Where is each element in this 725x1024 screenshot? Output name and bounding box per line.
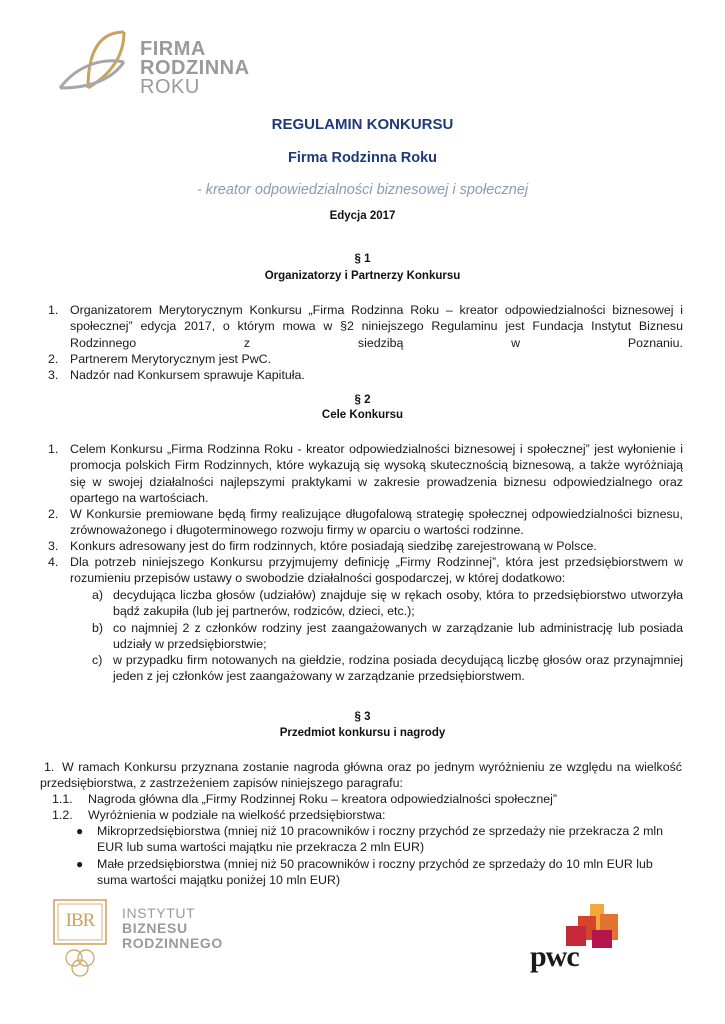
list-item-text: Konkurs adresowany jest do firm rodzinnych, które posiadają siedzibę zarejestrowaną w Polsce.	[70, 539, 597, 553]
sublist-item-letter: a)	[92, 588, 104, 602]
list-item-text: Dla potrzeb niniejszego Konkursu przyjmujemy definicję „Firmy Rodzinnej”, która jest przedsiębiorstwem w rozumieniu przepisów ustawy o swobodzie działalności gospodarczej, w której dodatkowo:	[70, 555, 683, 586]
contest-name: Firma Rodzinna Roku	[287, 150, 438, 166]
instytut-biznesu-rodzinnego-logo	[52, 898, 252, 978]
sublist-item-text: w przypadku firm notowanych na giełdzie, rodzina posiada decydującą liczbę głosów oraz przynajmniej jeden z jej członków jest zaangażowany w zarządzanie przedsiębiorstwem.	[113, 653, 683, 684]
section-1-number: § 1	[354, 253, 371, 265]
sublist-item-letter: b)	[92, 621, 104, 635]
bullet-icon: ●	[76, 824, 84, 838]
document-title: REGULAMIN KONKURSU	[271, 116, 454, 133]
list-item-number: 2.	[48, 352, 59, 366]
list-item-number: 1.	[44, 760, 55, 774]
list-item-text: Nadzór nad Konkursem sprawuje Kapituła.	[70, 368, 305, 382]
logo-line-roku: ROKU	[140, 76, 200, 98]
pwc-logo	[528, 904, 628, 976]
bullet-item-text: Mikroprzedsiębiorstwa (mniej niż 10 pracowników i roczny przychód ze sprzedaży nie przekracza 2 mln EUR lub suma wartości majątku nie przekracza 2 mln EUR)	[97, 824, 664, 855]
sublist-item-text: decydująca liczba głosów (udziałów) znajduje się w rękach osoby, która to przedsiębiorstwo utworzyła bądź zakupiła (lub jej partnerów, rodziców, dzieci, etc.);	[113, 588, 683, 619]
logo-line-rodzinna: RODZINNA	[140, 57, 250, 79]
list-item-number: 1.	[48, 303, 59, 317]
section-2-number: § 2	[354, 394, 371, 406]
sublist-item-text: co najmniej 2 z członków rodziny jest zaangażowanych w zarządzanie lub administrację lub posiada udziały w przedsiębiorstwie;	[113, 621, 683, 652]
ibr-monogram: IBR	[65, 910, 95, 931]
firma-rodzinna-roku-logo	[58, 28, 248, 98]
sublist-item-text: Nagroda główna dla „Firmy Rodzinnej Roku – kreatora odpowiedzialności społecznej”	[88, 792, 558, 806]
ibr-line-instytut: INSTYTUT	[122, 905, 196, 921]
list-item-text: Celem Konkursu „Firma Rodzinna Roku - kreator odpowiedzialności biznesowej i społecznej” jest wyłonienie i promocja polskich Firm Rodzinnych, które wykazują się wysoką skutecznością biznesową, a także wyróżniają się w swojej działalności najlepszymi praktykami w zakresie prowadzenia biznesu odpowiedzialnego oraz opartego na wartościach.	[70, 442, 683, 506]
bullet-item-text: Małe przedsiębiorstwa (mniej niż 50 pracowników i roczny przychód ze sprzedaży do 10 mln EUR lub suma wartości majątku poniżej 10 mln EUR)	[97, 857, 653, 888]
edition-label: Edycja 2017	[329, 210, 396, 222]
list-item-number: 3.	[48, 368, 59, 382]
list-item-number: 4.	[48, 555, 59, 569]
contest-tagline: - kreator odpowiedzialności biznesowej i społecznej	[196, 182, 529, 198]
list-item-number: 3.	[48, 539, 59, 553]
list-item-text: W Konkursie premiowane będą firmy realizujące długofalową strategię społecznej odpowiedzialności biznesu, zrównoważonego i długoterminowego rozwoju firmy w oparciu o wartości rodzinne.	[70, 507, 683, 538]
firma-rodzinna-roku-emblem	[58, 28, 130, 96]
list-item-number: 1.	[48, 442, 59, 456]
sublist-item-number: 1.2.	[52, 808, 73, 822]
list-item-text: W ramach Konkursu przyznana zostanie nagroda główna oraz po jednym wyróżnieniu ze względu na wielkość przedsiębiorstwa, z zastrzeżeniem zapisów niniejszego paragrafu:	[40, 760, 682, 791]
ibr-line-rodzinnego: RODZINNEGO	[122, 935, 223, 951]
list-item-text: Organizatorem Merytorycznym Konkursu „Firma Rodzinna Roku – kreator odpowiedzialności biznesowej i społecznej” edycja 2017, o którym mowa w §2 niniejszego Regulaminu jest Fundacja Instytut Biznesu Rodzinnego z siedzibą w Poznaniu.	[70, 303, 683, 350]
bullet-icon: ●	[76, 857, 84, 871]
sublist-item-letter: c)	[92, 653, 103, 667]
sublist-item-text: Wyróżnienia w podziale na wielkość przedsiębiorstwa:	[88, 808, 386, 822]
list-item-text: Partnerem Merytorycznym jest PwC.	[70, 352, 272, 366]
section-2-heading: Cele Konkursu	[321, 409, 404, 421]
section-3-heading: Przedmiot konkursu i nagrody	[279, 727, 446, 739]
section-1-heading: Organizatorzy i Partnerzy Konkursu	[264, 270, 461, 282]
pwc-wordmark: pwc	[530, 940, 579, 973]
list-item-number: 2.	[48, 507, 59, 521]
logo-line-firma: FIRMA	[140, 38, 206, 60]
sublist-item-number: 1.1.	[52, 792, 73, 806]
section-3-number: § 3	[354, 711, 371, 723]
ibr-line-biznesu: BIZNESU	[122, 920, 188, 936]
